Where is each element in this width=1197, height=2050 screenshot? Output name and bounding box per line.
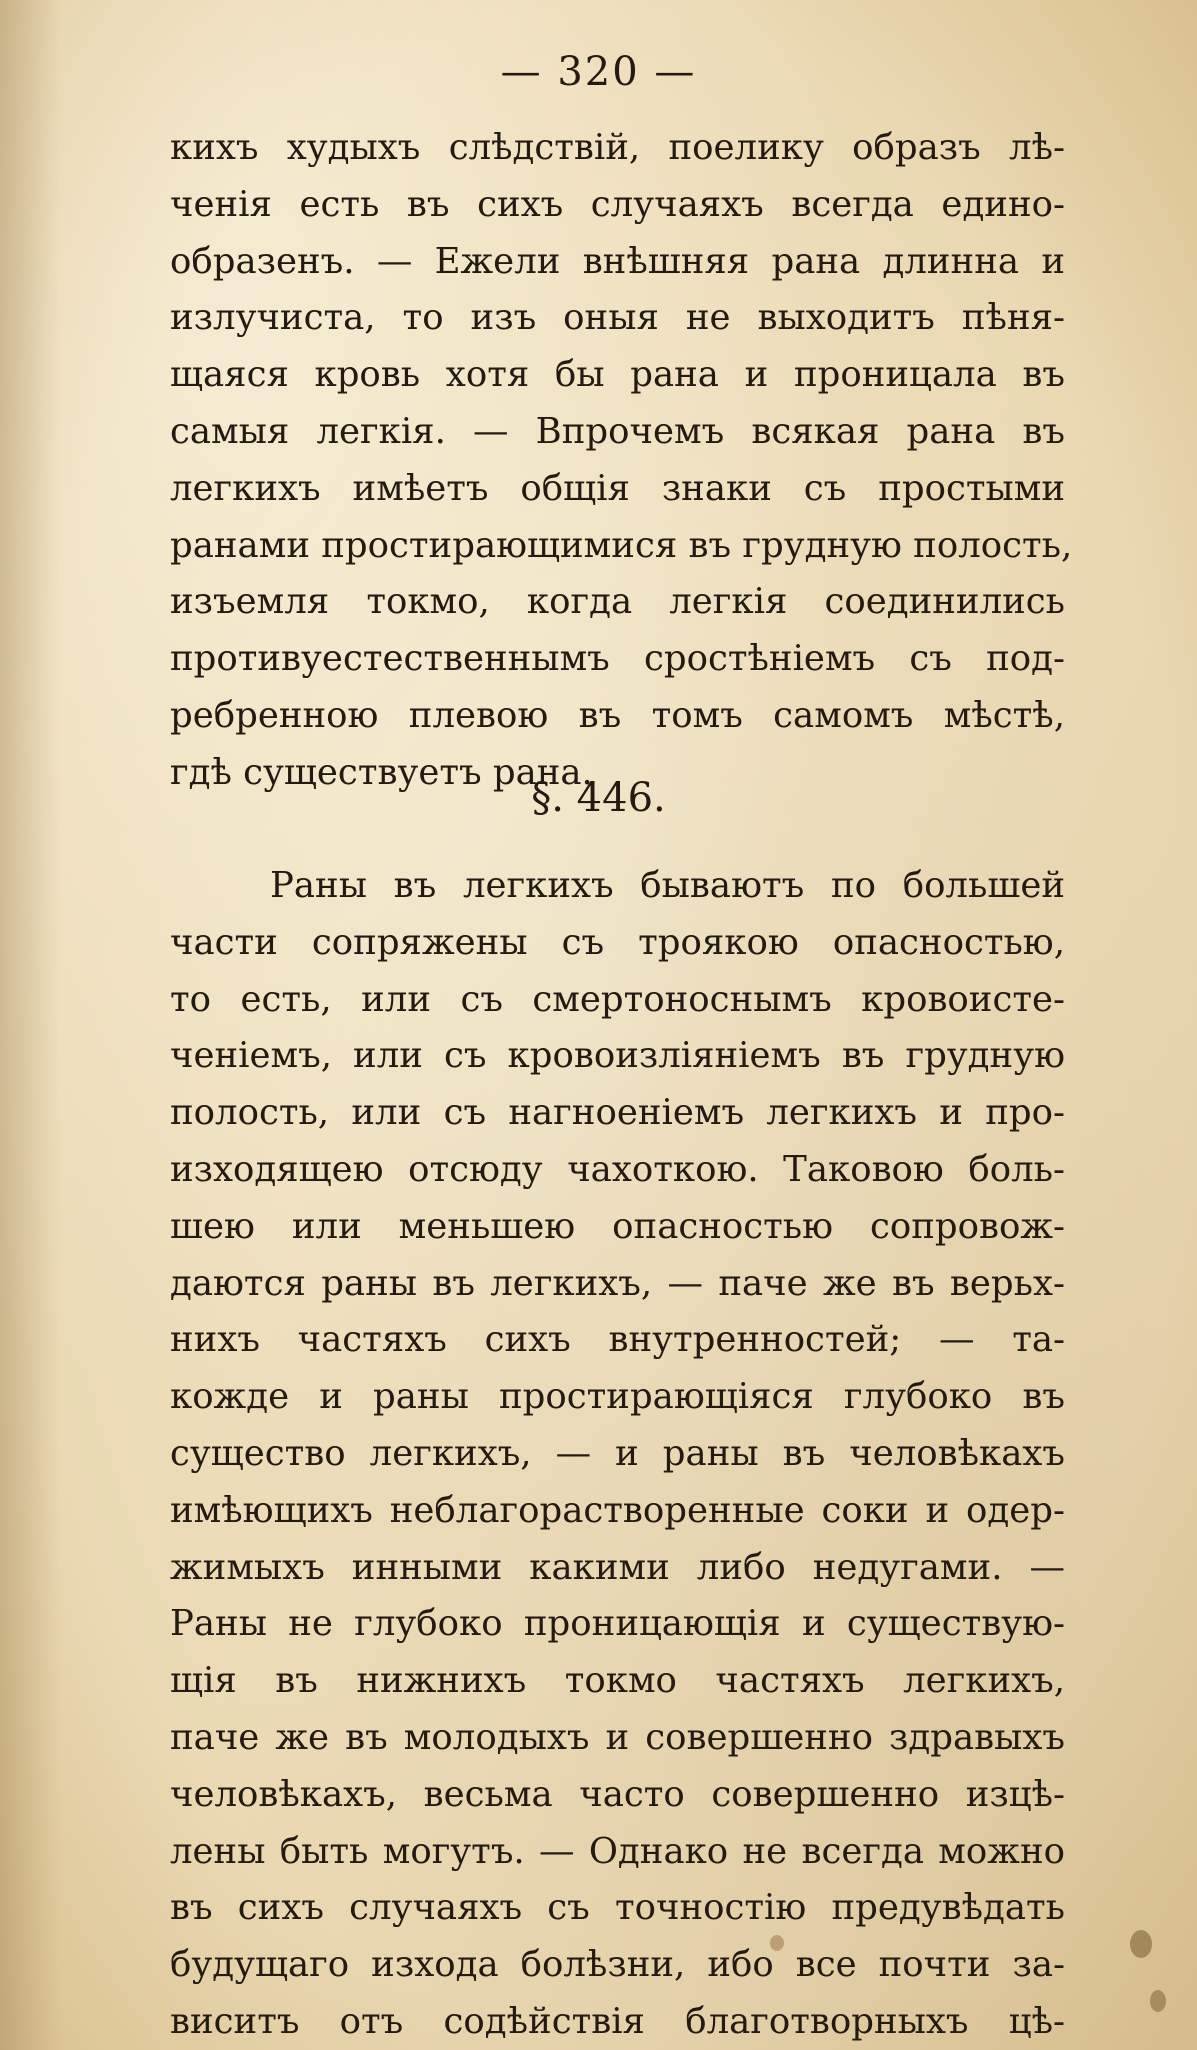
text-line: даются раны въ легкихъ, — паче же въ верьх- [170,1262,1065,1304]
text-line: въ сихъ случаяхъ съ точностію предувѣдать [170,1887,1065,1929]
text-line: человѣкахъ, весьма часто совершенно изцѣ- [170,1773,1065,1815]
text-line: будущаго изхода болѣзни, ибо все почти за- [170,1944,1065,1986]
text-line: кихъ худыхъ слѣдствій, поелику образъ лѣ- [170,127,1065,168]
text-line: нихъ частяхъ сихъ внутренностей; — та- [170,1319,1065,1361]
paper-stain [1130,1930,1152,1958]
text-line: изъемля токмо, когда легкія соединились [170,581,1065,623]
page-number: — 320 — [500,49,697,95]
paper-stain [1150,1990,1166,2012]
text-line: ченіемъ, или съ кровоизліяніемъ въ грудную [170,1035,1065,1077]
text-line: противуестественнымъ сростѣніемъ съ под- [170,638,1065,680]
text-line: имѣющихъ неблагорастворенные соки и одер- [170,1489,1065,1531]
text-line: щаяся кровь хотя бы рана и проницала въ [170,354,1065,396]
text-line: ребренною плевою въ томъ самомъ мѣстѣ, [170,694,1065,736]
text-line: излучиста, то изъ оныя не выходитъ пѣня- [170,297,1065,339]
paragraph-section-446 [170,858,1065,2050]
paragraph-continued [170,120,1073,802]
text-line: Раны въ легкихъ бываютъ по большей [270,865,1065,906]
text-line: ченія есть въ сихъ случаяхъ всегда едино- [170,183,1065,225]
text-line: паче же въ молодыхъ и совершенно здравыхъ [170,1716,1065,1758]
text-line: образенъ. — Ежели внѣшняя рана длинна и [170,240,1065,282]
text-line: гдѣ существуетъ рана. [170,751,593,793]
text-line: существо легкихъ, — и раны въ человѣкахъ [170,1432,1065,1474]
text-line: полость, или съ нагноеніемъ легкихъ и про- [170,1092,1065,1134]
section-heading: §. 446. [531,775,666,821]
text-line: лены быть могутъ. — Однако не всегда можно [170,1830,1065,1872]
text-line: кожде и раны простирающіяся глубоко въ [170,1376,1065,1418]
text-line: самыя легкія. — Впрочемъ всякая рана въ [170,410,1065,452]
text-line: щія въ нижнихъ токмо частяхъ легкихъ, [170,1660,1065,1702]
text-line: легкихъ имѣетъ общія знаки съ простыми [170,467,1065,509]
text-line: Раны не глубоко проницающія и существую- [170,1603,1065,1645]
text-line: части сопряжены съ троякою опасностью, [170,921,1065,963]
text-line: виситъ отъ содѣйствія благотворныхъ цѣ- [170,2000,1065,2042]
text-line: ранами простирающимися въ грудную полость, [170,524,1073,566]
text-line: жимыхъ инными какими либо недугами. — [170,1546,1065,1588]
text-line: шею или меньшею опасностью сопровож- [170,1205,1065,1247]
text-line: изходящею отсюду чахоткою. Таковою боль- [170,1148,1065,1190]
text-line: то есть, или съ смертоноснымъ кровоисте- [170,978,1065,1020]
